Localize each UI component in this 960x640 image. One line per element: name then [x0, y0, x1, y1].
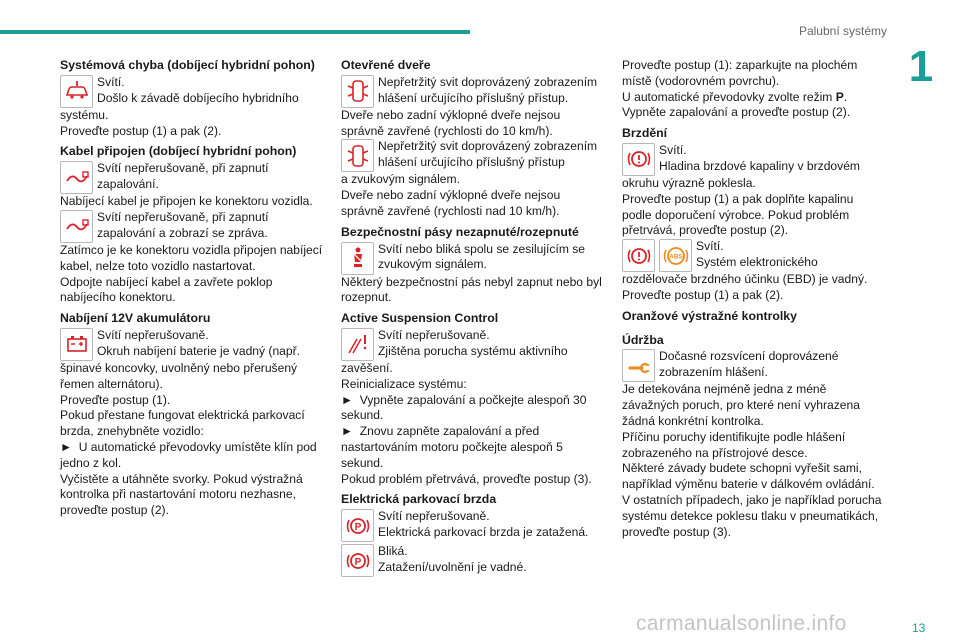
text-line: Elektrická parkovací brzda je zatažená.	[378, 524, 589, 539]
charging-cable-icon	[60, 210, 93, 243]
text-line: rozepnut.	[341, 290, 392, 305]
chapter-title: Palubní systémy	[798, 24, 887, 38]
bullet-item: ► U automatické převodovky umístěte klín pod	[60, 440, 328, 456]
text-line	[622, 90, 890, 106]
text-line: závažných poruch, pro které není vyhrazena	[622, 398, 860, 413]
column-3	[622, 58, 890, 545]
text-line: Proveďte postup (1) a pak (2).	[622, 287, 784, 302]
text-line: zobrazeného na přístrojové desce.	[622, 445, 808, 460]
open-door-icon	[341, 75, 374, 108]
text-line: kontrolka při nastartování motoru nezhasne,	[60, 487, 296, 502]
car-warning-icon	[60, 75, 93, 108]
open-door-icon	[341, 139, 374, 172]
text-line: Systém elektronického	[696, 254, 818, 269]
charging-cable-icon	[60, 161, 93, 194]
text-line: Svítí nepřerušovaně, při zapnutí	[97, 209, 269, 224]
section-braking	[622, 126, 890, 304]
text-line: sekund.	[341, 455, 384, 470]
text-line: okruhu výrazně poklesla.	[622, 175, 756, 190]
text-line: například výměnu baterie v dálkovém ovládání.	[622, 477, 875, 492]
brake-warning-icon	[622, 239, 655, 272]
section-orange-warnings	[622, 309, 890, 325]
parking-brake-icon	[341, 509, 374, 542]
section-seat-belts	[341, 225, 609, 306]
text-line: zavěšení.	[341, 360, 393, 375]
section-active-suspension	[341, 311, 609, 487]
chapter-number: 1	[908, 42, 934, 91]
text-line: a zvukovým signálem.	[341, 172, 460, 187]
watermark: carmanualsonline.info	[636, 612, 847, 635]
section-heading: Oranžové výstražné kontrolky	[622, 308, 797, 323]
text-line: hlášení určujícího příslušný přístup	[378, 155, 565, 170]
text-line: Okruh nabíjení baterie je vadný (např.	[97, 343, 301, 358]
text-line: Svítí.	[659, 142, 687, 157]
text-line: Pokud problém přetrvává, proveďte postup (3).	[341, 471, 592, 486]
section-heading: Elektrická parkovací brzda	[341, 492, 497, 507]
text-line: správně zavřené (rychlosti do 10 km/h).	[341, 123, 553, 138]
text-span: U automatické převodovky zvolte režim	[622, 89, 833, 104]
text-line: Příčinu poruchy identifikujte podle hlášení	[622, 429, 846, 444]
section-heading: Kabel připojen (dobíjecí hybridní pohon)	[60, 144, 297, 159]
text-line: Dveře nebo zadní výklopné dveře nejsou	[341, 107, 561, 122]
header-accent-bar	[0, 30, 470, 34]
text-line: proveďte postup (2).	[60, 503, 169, 518]
section-parking-intro	[622, 58, 890, 121]
text-line: Svítí nepřerušovaně.	[97, 327, 209, 342]
text-line: Nepřetržitý svit doprovázený zobrazením	[378, 139, 598, 154]
text-line: Bliká.	[378, 544, 408, 559]
text-line: nastartováním motoru počkejte alespoň 5	[341, 439, 563, 454]
text-line: Odpojte nabíjecí kabel a zavřete poklop	[60, 274, 273, 289]
text-line: Svítí nepřerušovaně, při zapnutí	[97, 161, 269, 176]
section-maintenance	[622, 333, 890, 541]
text-line: Zjištěna porucha systému aktivního	[378, 343, 568, 358]
section-electric-parking-brake	[341, 492, 609, 577]
text-line: Dveře nebo zadní výklopné dveře nejsou	[341, 188, 561, 203]
text-line: Některý bezpečnostní pás nebyl zapnut nebo byl	[341, 274, 602, 289]
text-line: Svítí.	[696, 239, 724, 254]
text-line: jedno z kol.	[60, 455, 122, 470]
text-line: Reinicializace systému:	[341, 376, 467, 391]
section-heading: Údržba	[622, 332, 664, 347]
text-line: Vyčistěte a utáhněte svorky. Pokud výstražná	[60, 471, 303, 486]
section-cable-connected	[60, 144, 328, 306]
text-line: Proveďte postup (1) a pak doplňte kapalinu	[622, 191, 854, 206]
text-line: brzda, znehybněte vozidlo:	[60, 424, 204, 439]
text-line: Zatímco je ke konektoru vozidla připojen nabíjecí	[60, 242, 323, 257]
text-line: rozdělovače brzdného účinku (EBD) je vadný.	[622, 272, 868, 287]
text-line: podle doporučení výrobce. Pokud problém	[622, 207, 850, 222]
text-line: místě (vodorovném povrchu).	[622, 73, 780, 88]
text-line: Svítí nepřerušovaně.	[378, 509, 490, 524]
text-line: špinavé koncovky, uvolněný nebo přerušený	[60, 360, 298, 375]
text-line: Svítí nepřerušovaně.	[378, 327, 490, 342]
text-line: systému.	[60, 107, 109, 122]
battery-icon	[60, 328, 93, 361]
abs-label: ABS	[668, 253, 683, 261]
text-line: Dočasné rozsvícení doprovázené	[659, 349, 839, 364]
text-line: Hladina brzdové kapaliny v brzdovém	[659, 158, 860, 173]
column-1	[60, 58, 328, 524]
bullet-item: ► Vypněte zapalování a počkejte alespoň 30	[341, 393, 609, 409]
brake-warning-icon	[622, 143, 655, 176]
text-line: zobrazením hlášení.	[659, 365, 768, 380]
text-line: řemen alternátoru).	[60, 376, 163, 391]
text-line: Je detekována nejméně jedna z méně	[622, 382, 827, 397]
text-line: Nepřetržitý svit doprovázený zobrazením	[378, 74, 598, 89]
page-number: 13	[912, 621, 926, 635]
text-line: žádná konkrétní kontrolka.	[622, 413, 764, 428]
text-line: Svítí nebo bliká spolu se zesilujícím se	[378, 241, 586, 256]
bullet-item: ► Znovu zapněte zapalování a před	[341, 424, 609, 440]
section-heading: Otevřené dveře	[341, 58, 431, 72]
text-line: Došlo k závadě dobíjecího hybridního	[97, 90, 299, 105]
section-heading: Nabíjení 12V akumulátoru	[60, 311, 211, 326]
text-line: systému detekce poklesu tlaku v pneumatikách,	[622, 508, 879, 523]
section-open-doors	[341, 58, 609, 220]
text-line: nabíjecího konektoru.	[60, 290, 176, 305]
section-heading: Bezpečnostní pásy nezapnuté/rozepnuté	[341, 224, 579, 239]
text-line: Proveďte postup (1): zaparkujte na plochém	[622, 58, 858, 72]
text-line: přetrvává, proveďte postup (2).	[622, 223, 789, 238]
text-line: proveďte postup (3).	[622, 524, 731, 539]
text-line: kabel, nelze toto vozidlo nastartovat.	[60, 258, 256, 273]
text-line: Pokud přestane fungovat elektrická parkovací	[60, 408, 305, 423]
column-2	[341, 58, 609, 582]
text-line: V ostatních případech, jako je například porucha	[622, 492, 882, 507]
text-line: Zatažení/uvolnění je vadné.	[378, 559, 527, 574]
text-line: Některé závady budete schopni vyřešit sami,	[622, 461, 862, 476]
text-line: hlášení určujícího příslušný přístup.	[378, 90, 569, 105]
section-heading: Brzdění	[622, 126, 668, 141]
svg-text:P: P	[354, 521, 361, 533]
text-line: sekund.	[341, 408, 384, 423]
wrench-icon	[622, 349, 655, 382]
text-line: správně zavřené (rychlosti nad 10 km/h).	[341, 203, 560, 218]
text-line: zapalování a zobrazí se zpráva.	[97, 225, 268, 240]
section-heading: Active Suspension Control	[341, 311, 499, 326]
text-span: .	[843, 89, 848, 104]
section-12v-battery	[60, 311, 328, 519]
section-heading: Systémová chyba (dobíjecí hybridní pohon)	[60, 58, 315, 72]
text-line: Proveďte postup (1) a pak (2).	[60, 123, 222, 138]
text-line: Proveďte postup (1).	[60, 392, 171, 407]
seatbelt-icon	[341, 242, 374, 275]
text-line: zapalování.	[97, 176, 159, 191]
text-line: Nabíjecí kabel je připojen ke konektoru vozidla.	[60, 194, 313, 209]
abs-icon	[659, 239, 692, 272]
text-line: zvukovým signálem.	[378, 257, 487, 272]
text-line: Vypněte zapalování a proveďte postup (2).	[622, 105, 851, 120]
gear-mode-label: P	[835, 89, 844, 104]
section-hybrid-system-fault	[60, 58, 328, 139]
svg-text:P: P	[354, 556, 361, 568]
parking-brake-icon	[341, 544, 374, 577]
suspension-warning-icon	[341, 328, 374, 361]
text-line: Svítí.	[97, 74, 125, 89]
